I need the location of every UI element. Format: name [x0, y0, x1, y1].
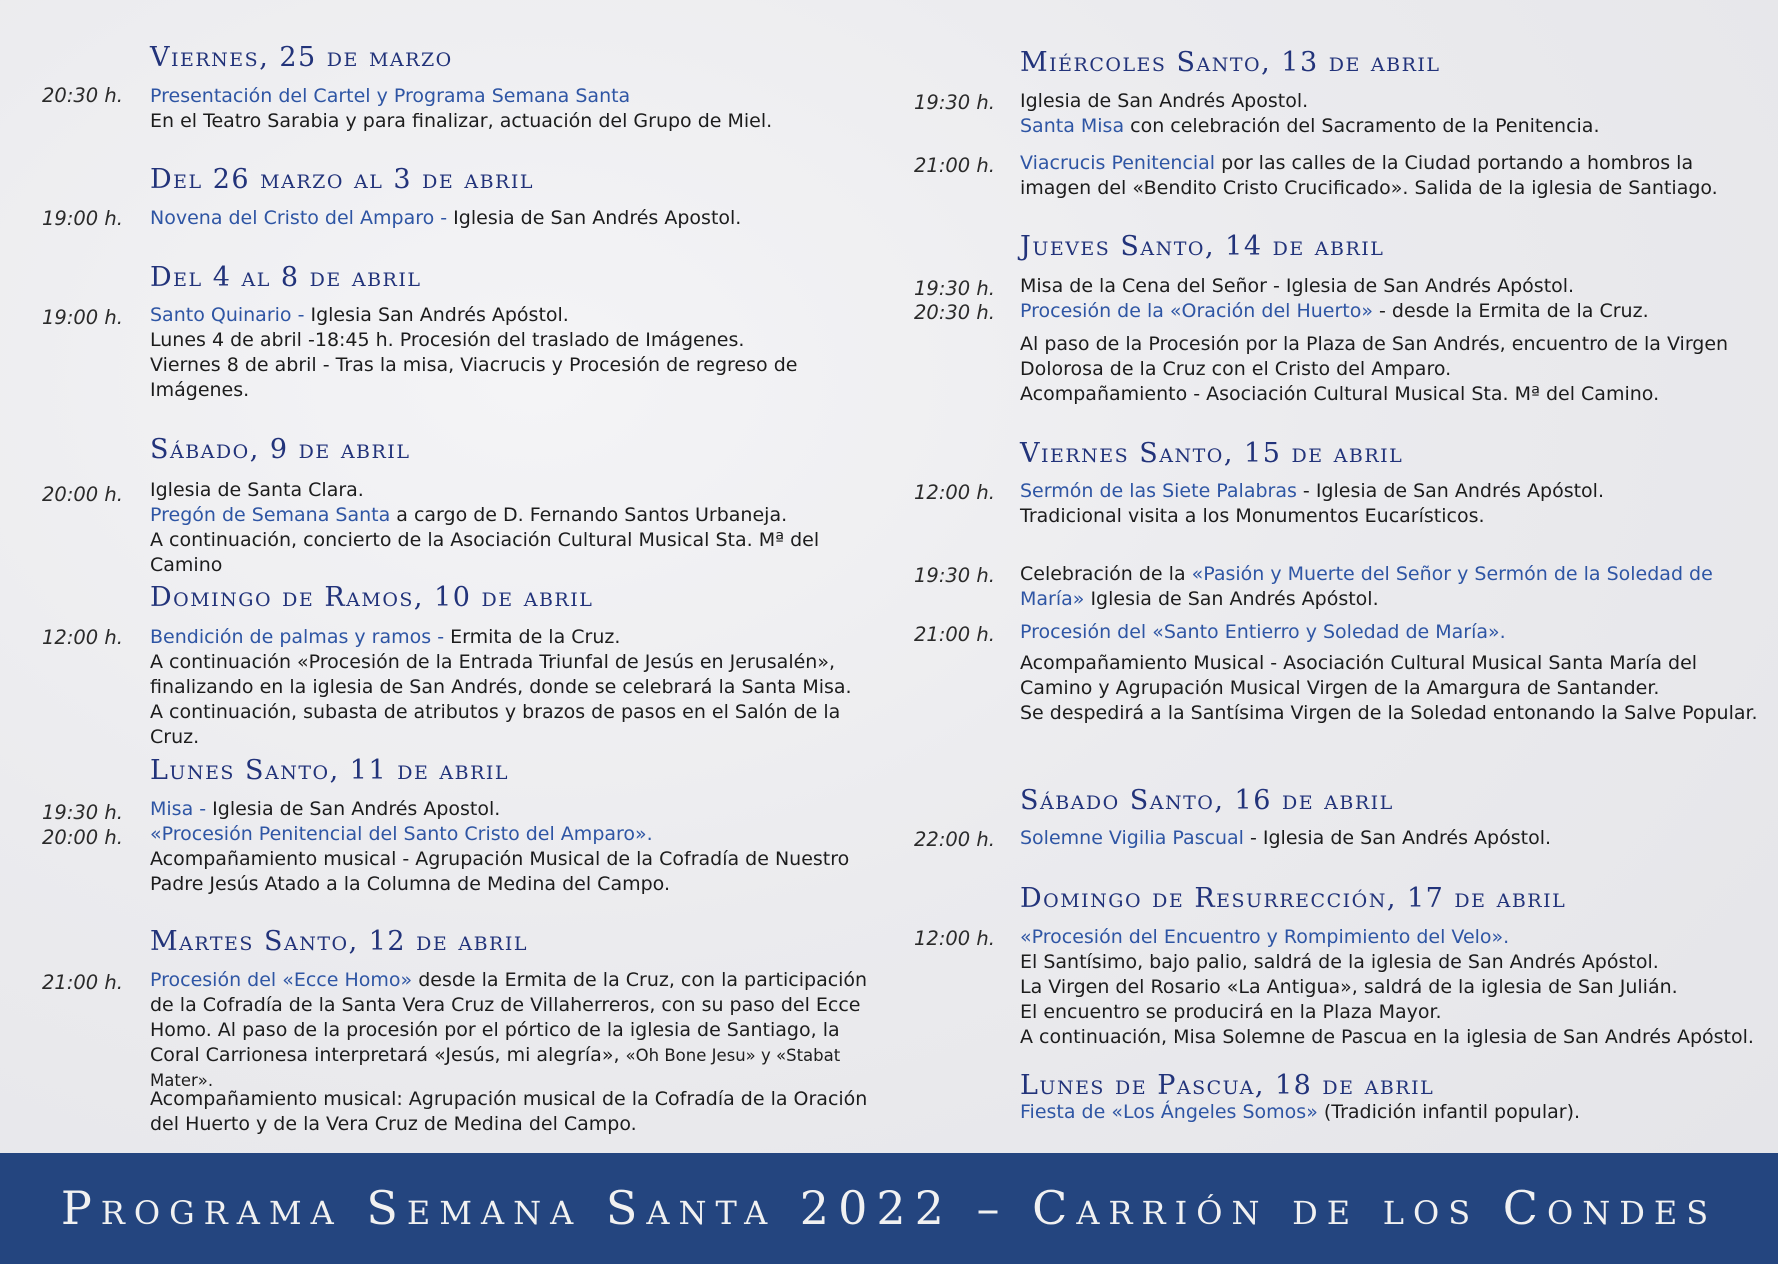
- section-heading: Del 4 al 8 de abril: [150, 262, 422, 293]
- event-time: 19:30 h.: [42, 801, 123, 824]
- event-detail: El Santísimo, bajo palio, saldrá de la iglesia de San Andrés Apóstol.: [1020, 951, 1659, 973]
- section-heading: Lunes de Pascua, 18 de abril: [1020, 1070, 1435, 1101]
- section-heading: Del 26 marzo al 3 de abril: [150, 164, 534, 195]
- event-description: [1020, 274, 1760, 324]
- event-time: 12:00 h.: [42, 626, 123, 649]
- event-detail: - desde la Ermita de la Cruz.: [1372, 300, 1649, 322]
- event-detail: Viernes 8 de abril - Tras la misa, Viacrucis y Procesión de regreso de Imágenes.: [150, 354, 798, 401]
- event-title: Pregón de Semana Santa: [150, 504, 391, 526]
- event-time: 21:00 h.: [914, 154, 995, 177]
- event-title: Bendición de palmas y ramos -: [150, 626, 445, 648]
- event-description: [1020, 651, 1760, 726]
- event-detail: Iglesia de San Andrés Apóstol.: [1084, 588, 1379, 610]
- event-time: 21:00 h.: [914, 623, 995, 646]
- event-detail: Celebración de la: [1020, 563, 1192, 585]
- event-time: 12:00 h.: [914, 481, 995, 504]
- event-description: [1020, 925, 1760, 1050]
- event-description: [1020, 151, 1720, 201]
- event-time: 12:00 h.: [914, 927, 995, 950]
- event-time: 20:00 h.: [42, 483, 123, 506]
- event-detail: A continuación, subasta de atributos y brazos de pasos en el Salón de la Cruz.: [150, 701, 841, 748]
- event-description: [1020, 620, 1760, 645]
- event-detail: Iglesia de San Andrés Apostol.: [1020, 90, 1309, 112]
- event-description: [1020, 562, 1760, 612]
- event-time: 19:30 h.: [914, 277, 995, 300]
- event-detail: En el Teatro Sarabia y para finalizar, actuación del Grupo de Miel.: [150, 110, 773, 132]
- event-title: «Pasión y Muerte del Señor y Sermón de la Soledad de María»: [1020, 563, 1713, 610]
- section-heading: Miércoles Santo, 13 de abril: [1020, 47, 1441, 78]
- event-detail: Misa de la Cena del Señor - Iglesia de San Andrés Apóstol.: [1020, 275, 1575, 297]
- event-description: [150, 1087, 890, 1137]
- event-description: [1020, 479, 1760, 529]
- event-detail: Iglesia de Santa Clara.: [150, 479, 364, 501]
- section-heading: Sábado Santo, 16 de abril: [1020, 785, 1394, 816]
- event-time: 19:30 h.: [914, 91, 995, 114]
- event-time: 21:00 h.: [42, 971, 123, 994]
- event-time: 20:30 h.: [42, 84, 123, 107]
- section-heading: Viernes, 25 de marzo: [150, 42, 453, 73]
- event-detail: El encuentro se producirá en la Plaza Mayor.: [1020, 1001, 1442, 1023]
- section-heading: Jueves Santo, 14 de abril: [1020, 231, 1385, 262]
- event-detail: Tradicional visita a los Monumentos Eucarísticos.: [1020, 505, 1485, 527]
- event-detail: - Iglesia de San Andrés Apóstol.: [1243, 827, 1552, 849]
- event-title: Santa Misa: [1020, 115, 1125, 137]
- section-heading: Domingo de Ramos, 10 de abril: [150, 582, 594, 613]
- event-detail: Acompañamiento musical: Agrupación musical de la Cofradía de la Oración del Huerto y de la Vera Cruz de Medina del Campo.: [150, 1088, 868, 1135]
- event-detail: Al paso de la Procesión por la Plaza de San Andrés, encuentro de la Virgen Dolorosa de la Cruz con el Cristo del Amparo.: [1020, 333, 1729, 380]
- event-title: Santo Quinario -: [150, 304, 305, 326]
- footer-title: Programa Semana Santa 2022 – Carrión de los Condes: [60, 1181, 1718, 1235]
- event-detail: A continuación, concierto de la Asociación Cultural Musical Sta. Mª del Camino: [150, 529, 820, 576]
- event-detail: Ermita de la Cruz.: [444, 626, 621, 648]
- event-title: Fiesta de «Los Ángeles Somos»: [1020, 1101, 1318, 1123]
- event-detail: «Oh Bone Jesu» y «Stabat Mater».: [150, 1046, 841, 1090]
- event-title: Solemne Vigilia Pascual: [1020, 827, 1244, 849]
- event-description: [150, 968, 890, 1093]
- footer-banner: [0, 1153, 1778, 1264]
- event-time: 20:00 h.: [42, 826, 123, 849]
- event-title: Procesión de la «Oración del Huerto»: [1020, 300, 1373, 322]
- event-detail: Acompañamiento - Asociación Cultural Musical Sta. Mª del Camino.: [1020, 383, 1660, 405]
- event-detail: con celebración del Sacramento de la Penitencia.: [1124, 115, 1600, 137]
- event-detail: Se despedirá a la Santísima Virgen de la Soledad entonando la Salve Popular.: [1020, 702, 1758, 724]
- event-description: [1020, 89, 1760, 139]
- section-heading: Sábado, 9 de abril: [150, 434, 411, 465]
- event-title: Misa -: [150, 798, 207, 820]
- event-title: Presentación del Cartel y Programa Semana Santa: [150, 85, 631, 107]
- event-title: Procesión del «Ecce Homo»: [150, 969, 413, 991]
- event-title: Novena del Cristo del Amparo -: [150, 207, 448, 229]
- event-detail: desde la Ermita de la Cruz, con la participación de la Cofradía de la Santa Vera Cruz de Villaherreros, con su paso del Ecce Homo. Al paso de la procesión por el pórtico de la iglesia de Santiago, la Coral Carrionesa interpretará «Jesús, mi alegría»,: [150, 969, 868, 1066]
- section-heading: Viernes Santo, 15 de abril: [1020, 438, 1404, 469]
- event-detail: Iglesia de San Andrés Apostol.: [447, 207, 742, 229]
- event-detail: Acompañamiento musical - Agrupación Musical de la Cofradía de Nuestro Padre Jesús Atado a la Columna de Medina del Campo.: [150, 848, 850, 895]
- event-detail: Iglesia de San Andrés Apostol.: [206, 798, 501, 820]
- event-detail: a cargo de D. Fernando Santos Urbaneja.: [390, 504, 788, 526]
- event-detail: A continuación, Misa Solemne de Pascua en la iglesia de San Andrés Apóstol.: [1020, 1026, 1754, 1048]
- event-detail: (Tradición infantil popular).: [1317, 1101, 1581, 1123]
- event-description: [150, 625, 890, 750]
- event-detail: por las calles de la Ciudad portando a hombros la imagen del «Bendito Cristo Crucificado». Salida de la iglesia de Santiago.: [1020, 152, 1718, 199]
- event-title: Procesión del «Santo Entierro y Soledad de María».: [1020, 621, 1506, 643]
- event-detail: Lunes 4 de abril -18:45 h. Procesión del traslado de Imágenes.: [150, 329, 745, 351]
- event-description: [1020, 826, 1760, 851]
- event-time: 19:00 h.: [42, 306, 123, 329]
- event-time: 19:00 h.: [42, 207, 123, 230]
- event-description: [1020, 332, 1760, 407]
- section-heading: Martes Santo, 12 de abril: [150, 926, 528, 957]
- event-title: «Procesión Penitencial del Santo Cristo del Amparo».: [150, 823, 653, 845]
- event-description: [150, 206, 890, 231]
- event-time: 22:00 h.: [914, 828, 995, 851]
- event-time: 20:30 h.: [914, 301, 995, 324]
- section-heading: Domingo de Resurrección, 17 de abril: [1020, 883, 1567, 914]
- section-heading: Lunes Santo, 11 de abril: [150, 755, 510, 786]
- event-description: [1020, 1100, 1760, 1125]
- event-detail: Acompañamiento Musical - Asociación Cultural Musical Santa María del Camino y Agrupación Musical Virgen de la Amargura de Santander.: [1020, 652, 1698, 699]
- event-description: [150, 478, 890, 578]
- event-title: «Procesión del Encuentro y Rompimiento del Velo».: [1020, 926, 1510, 948]
- event-description: [150, 797, 890, 897]
- event-description: [150, 303, 810, 403]
- event-title: Sermón de las Siete Palabras: [1020, 480, 1297, 502]
- event-detail: A continuación «Procesión de la Entrada Triunfal de Jesús en Jerusalén», finalizando en la iglesia de San Andrés, donde se celebrará la Santa Misa.: [150, 651, 852, 698]
- event-detail: - Iglesia de San Andrés Apóstol.: [1296, 480, 1604, 502]
- event-description: [150, 84, 890, 134]
- event-time: 19:30 h.: [914, 564, 995, 587]
- event-detail: Iglesia San Andrés Apóstol.: [304, 304, 569, 326]
- event-detail: La Virgen del Rosario «La Antigua», saldrá de la iglesia de San Julián.: [1020, 976, 1678, 998]
- event-title: Viacrucis Penitencial: [1020, 152, 1216, 174]
